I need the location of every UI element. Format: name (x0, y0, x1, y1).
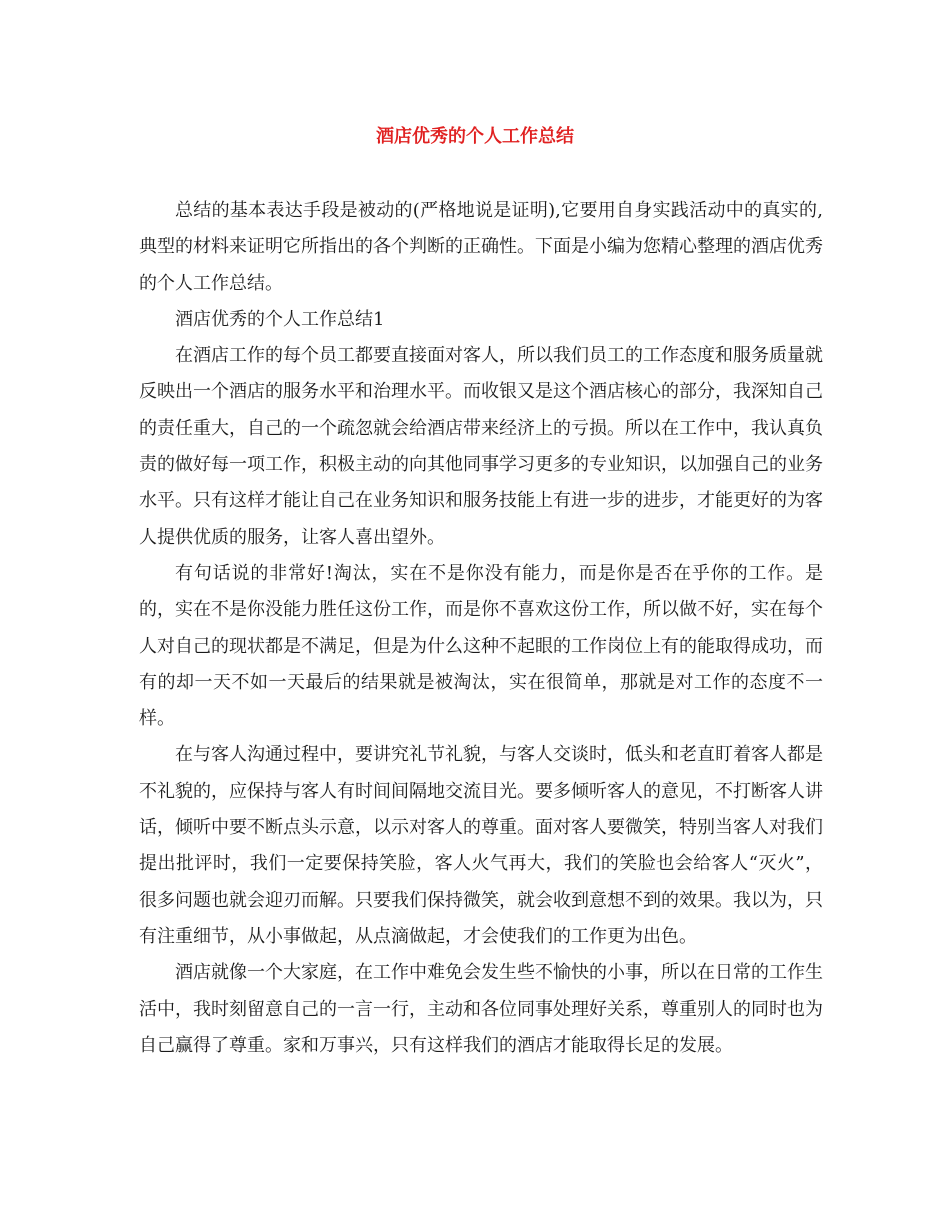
body-paragraph: 在酒店工作的每个员工都要直接面对客人，所以我们员工的工作态度和服务质量就反映出一个酒店的服务水平和治理水平。而收银又是这个酒店核心的部分，我深知自己的责任重大，自己的一个疏忽就会给酒店带来经济上的亏损。所以在工作中，我认真负责的做好每一项工作，积极主动的向其他同事学习更多的专业知识，以加强自己的业务水平。只有这样才能让自己在业务知识和服务技能上有进一步的进步，才能更好的为客人提供优质的服务，让客人喜出望外。 (139, 345, 823, 548)
document-body (139, 193, 823, 1064)
body-paragraph: 有句话说的非常好!淘汰，实在不是你没有能力，而是你是否在乎你的工作。是的，实在不是你没能力胜任这份工作，而是你不喜欢这份工作，所以做不好，实在每个人对自己的现状都是不满足，但是为什么这种不起眼的工作岗位上有的能取得成功，而有的却一天不如一天最后的结果就是被淘汰，实在很简单，那就是对工作的态度不一样。 (139, 562, 823, 730)
intro-paragraph: 总结的基本表达手段是被动的(严格地说是证明),它要用自身实践活动中的真实的,典型的材料来证明它所指出的各个判断的正确性。下面是小编为您精心整理的酒店优秀的个人工作总结。 (139, 200, 823, 294)
document-title: 酒店优秀的个人工作总结 (376, 126, 574, 147)
body-paragraph: 酒店就像一个大家庭，在工作中难免会发生些不愉快的小事，所以在日常的工作生活中，我时刻留意自己的一言一行，主动和各位同事处理好关系，尊重别人的同时也为自己赢得了尊重。家和万事兴，只有这样我们的酒店才能取得长足的发展。 (139, 962, 823, 1056)
body-paragraph: 在与客人沟通过程中，要讲究礼节礼貌，与客人交谈时，低头和老直盯着客人都是不礼貌的，应保持与客人有时间间隔地交流目光。要多倾听客人的意见，不打断客人讲话，倾听中要不断点头示意，以示对客人的尊重。面对客人要微笑，特别当客人对我们提出批评时，我们一定要保持笑脸，客人火气再大，我们的笑脸也会给客人“灭火”，很多问题也就会迎刃而解。只要我们保持微笑，就会收到意想不到的效果。我以为，只有注重细节，从小事做起，从点滴做起，才会使我们的工作更为出色。 (139, 744, 823, 947)
section-heading: 酒店优秀的个人工作总结1 (175, 308, 385, 330)
